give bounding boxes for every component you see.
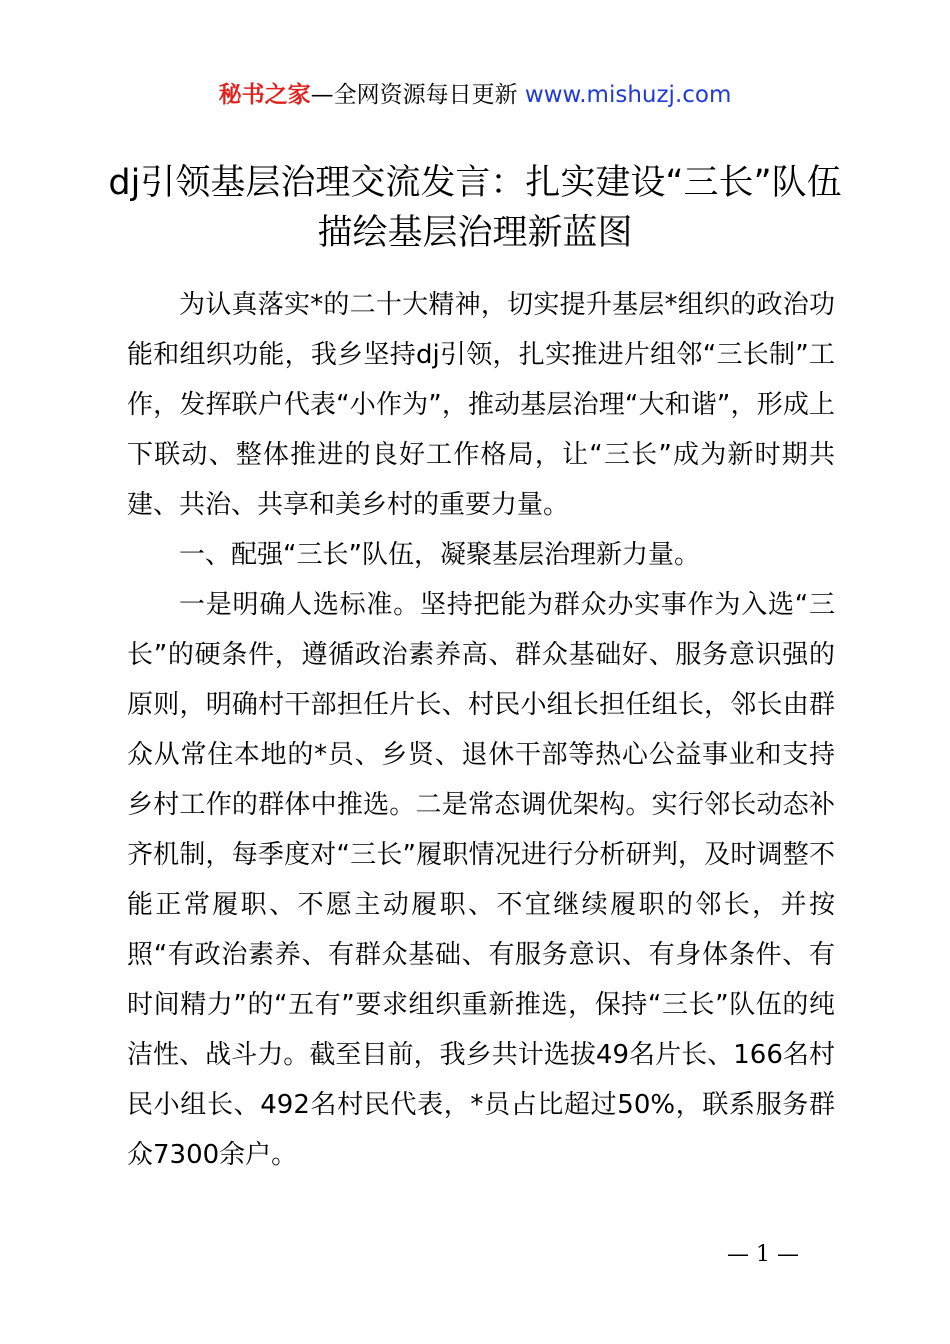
section-heading-1: 一、配强“三长”队伍，凝聚基层治理新力量。: [179, 540, 700, 570]
paragraph-section-1: 一是明确人选标准。坚持把能为群众办实事作为入选“三长”的硬条件，遵循政治素养高、群众基础好、服务意识强的原则，明确村干部担任片长、村民小组长担任组长，邻长由群众从常住本地的*员、乡贤、退休干部等热心公益事业和支持乡村工作的群体中推选。二是常态调优架构。实行邻长动态补齐机制，每季度对“三长”履职情况进行分析研判，及时调整不能正常履职、不愿主动履职、不宜继续履职的邻长，并按照“有政治素养、有群众基础、有服务意识、有身体条件、有时间精力”的“五有”要求组织重新推选，保持“三长”队伍的纯洁性、战斗力。截至目前，我乡共计选拔49名片长、166名村民小组长、492名村民代表，*员占比超过50%，联系服务群众7300余户。: [127, 590, 835, 1170]
brand-name: 秘书之家: [218, 82, 311, 108]
document-title: dj引领基层治理交流发言：扎实建设“三长”队伍描绘基层治理新蓝图: [108, 163, 842, 253]
document-body: [127, 280, 835, 1180]
page-number: — 1 —: [727, 1242, 799, 1267]
site-url-link[interactable]: www.mishuzj.com: [524, 82, 732, 108]
paragraph-intro: 为认真落实*的二十大精神，切实提升基层*组织的政治功能和组织功能，我乡坚持dj引领，扎实推进片组邻“三长制”工作，发挥联户代表“小作为”，推动基层治理“大和谐”，形成上下联动、整体推进的良好工作格局，让“三长”成为新时期共建、共治、共享和美乡村的重要力量。: [127, 290, 835, 520]
site-header: [0, 78, 950, 112]
header-tagline: —全网资源每日更新: [310, 82, 525, 108]
